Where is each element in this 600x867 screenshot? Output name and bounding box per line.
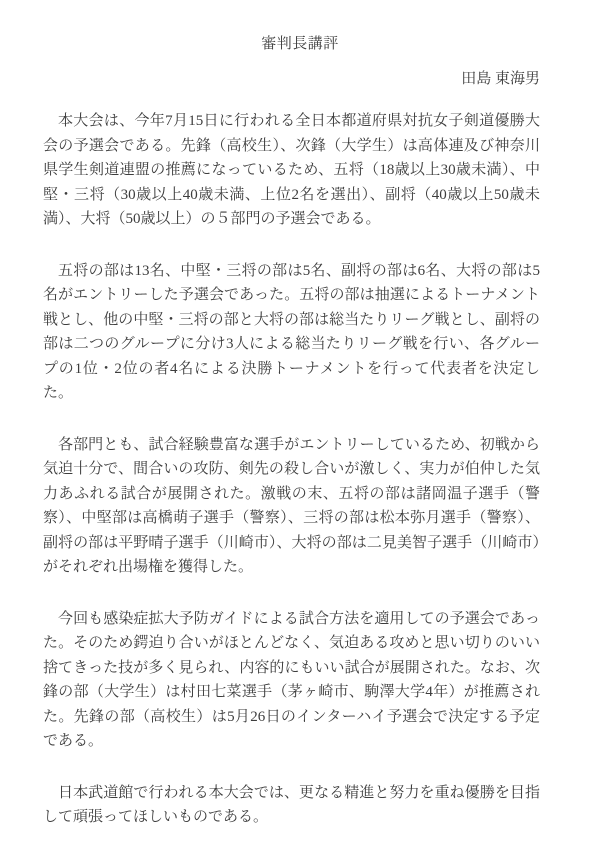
document-body (43, 109, 540, 830)
author-name: 田島 東海男 (461, 70, 540, 87)
page-title: 審判長講評 (261, 36, 339, 52)
paragraph: 各部門とも、試合経験豊富な選手がエントリーしているため、初戦から気迫十分で、間合いの攻防、剣先の殺し合いが激しく、実力が伯仲した気力あふれる試合が展開された。激戦の末、五将の部は諸岡温子選手（警察）、中堅部は高橋萌子選手（警察）、三将の部は松本弥月選手（警察）、副将の部は平野晴子選手（川崎市）、大将の部は二見美智子選手（川崎市）がそれぞれ出場権を獲得した。 (43, 436, 540, 575)
paragraph: 本大会は、今年7月15日に行われる全日本都道府県対抗女子剣道優勝大会の予選会である。先鋒（高校生）、次鋒（大学生）は高体連及び神奈川県学生剣道連盟の推薦になっているため、五将（18歳以上30歳未満）、中堅・三将（30歳以上40歳未満、上位2名を選出）、副将（40歳以上50歳未満）、大将（50歳以上）の５部門の予選会である。 (43, 113, 540, 227)
paragraph: 今回も感染症拡大予防ガイドによる試合方法を適用しての予選会であった。そのため鍔迫り合いがほとんどなく、気迫ある攻めと思い切りのいい捨てきった技が多く見られ、内容的にもいい試合が展開された。なお、次鋒の部（大学生）は村田七菜選手（茅ヶ崎市、駒澤大学4年）が推薦された。先鋒の部（高校生）は5月26日のインターハイ予選会で決定する予定である。 (43, 610, 540, 749)
paragraph: 日本武道館で行われる本大会では、更なる精進と努力を重ね優勝を目指して頑張ってほしいものである。 (43, 784, 540, 825)
paragraph: 五将の部は13名、中堅・三将の部は5名、副将の部は6名、大将の部は5名がエントリーした予選会であった。五将の部は抽選によるトーナメント戦とし、他の中堅・三将の部と大将の部は総当たりリーグ戦とし、副将の部は二つのグループに分け3人による総当たりリーグ戦を行い、各グループの1位・2位の者4名による決勝トーナメントを行って代表者を決定した。 (43, 262, 540, 401)
